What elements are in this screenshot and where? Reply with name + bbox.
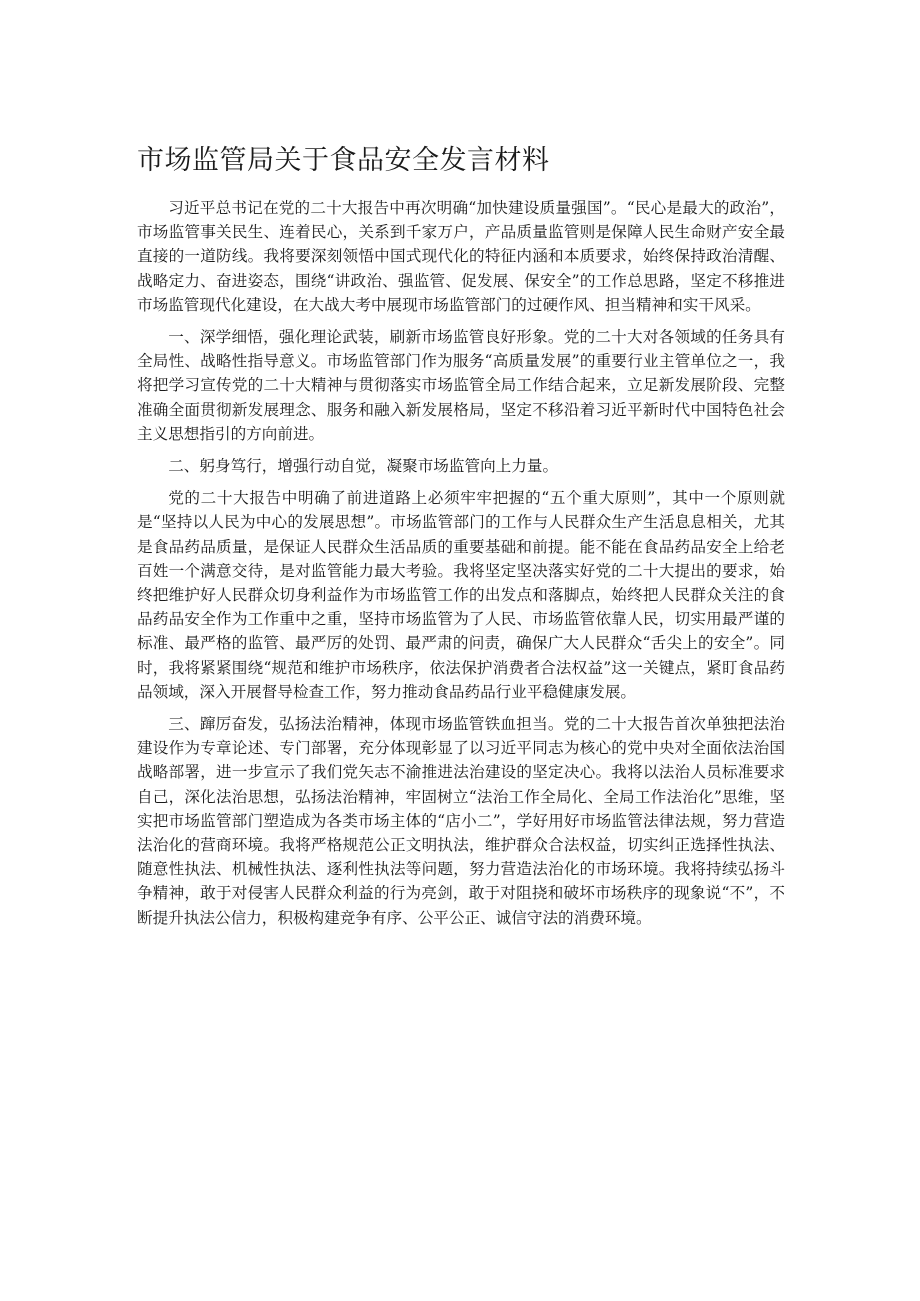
paragraph-section-2-heading: 二、躬身笃行，增强行动自觉，凝聚市场监管向上力量。 [168, 457, 559, 476]
document-body [137, 196, 785, 938]
paragraph-section-3: 三、蹿厉奋发，弘扬法治精神，体现市场监管铁血担当。党的二十大报告首次单独把法治建设作为专章论述、专门部署，充分体现彰显了以习近平同志为核心的党中央对全面依法治国战略部署，进一步宣示了我们党矢志不渝推进法治建设的坚定决心。我将以法治人员标准要求自己，深化法治思想，弘扬法治精神，牢固树立“法治工作全局化、全局工作法治化”思维，坚实把市场监管部门塑造成为各类市场主体的“店小二”，学好用好市场监管法律法规，努力营造法治化的营商环境。我将严格规范公正文明执法，维护群众合法权益，切实纠正选择性执法、随意性执法、机械性执法、逐利性执法等问题，努力营造法治化的市场环境。我将持续弘扬斗争精神，敢于对侵害人民群众利益的行为亮剑，敢于对阻挠和破坏市场秩序的现象说“不”，不断提升执法公信力，积极构建竞争有序、公平公正、诚信守法的消费环境。 [137, 715, 785, 927]
paragraph-section-1: 一、深学细悟，强化理论武装，刷新市场监管良好形象。党的二十大对各领域的任务具有全局性、战略性指导意义。市场监管部门作为服务“高质量发展”的重要行业主管单位之一，我将把学习宣传党的二十大精神与贯彻落实市场监管全局工作结合起来，立足新发展阶段、完整准确全面贯彻新发展理念、服务和融入新发展格局，坚定不移沿着习近平新时代中国特色社会主义思想指引的方向前进。 [137, 328, 785, 443]
document-title: 市场监管局关于食品安全发言材料 [137, 145, 550, 176]
paragraph-intro: 习近平总书记在党的二十大报告中再次明确“加快建设质量强国”。“民心是最大的政治”，市场监管事关民生、连着民心，关系到千家万户，产品质量监管则是保障人民生命财产安全最直接的一道防线。我将要深刻领悟中国式现代化的特征内涵和本质要求，始终保持政治清醒、战略定力、奋进姿态，围绕“讲政治、强监管、促发展、保安全”的工作总思路，坚定不移推进市场监管现代化建设，在大战大考中展现市场监管部门的过硬作风、担当精神和实干风采。 [137, 199, 785, 314]
paragraph-section-2-body: 党的二十大报告中明确了前进道路上必须牢牢把握的“五个重大原则”，其中一个原则就是“坚持以人民为中心的发展思想”。市场监管部门的工作与人民群众生产生活息息相关，尤其是食品药品质量，是保证人民群众生活品质的重要基础和前提。能不能在食品药品安全上给老百姓一个满意交待，是对监管能力最大考验。我将坚定坚决落实好党的二十大提出的要求，始终把维护好人民群众切身利益作为市场监管工作的出发点和落脚点，始终把人民群众关注的食品药品安全作为工作重中之重，坚持市场监管为了人民、市场监管依靠人民，切实用最严谨的标准、最严格的监管、最严厉的处罚、最严肃的问责，确保广大人民群众“舌尖上的安全”。同时，我将紧紧围绕“规范和维护市场秩序，依法保护消费者合法权益”这一关键点，紧盯食品药品领域，深入开展督导检查工作，努力推动食品药品行业平稳健康发展。 [137, 489, 785, 701]
